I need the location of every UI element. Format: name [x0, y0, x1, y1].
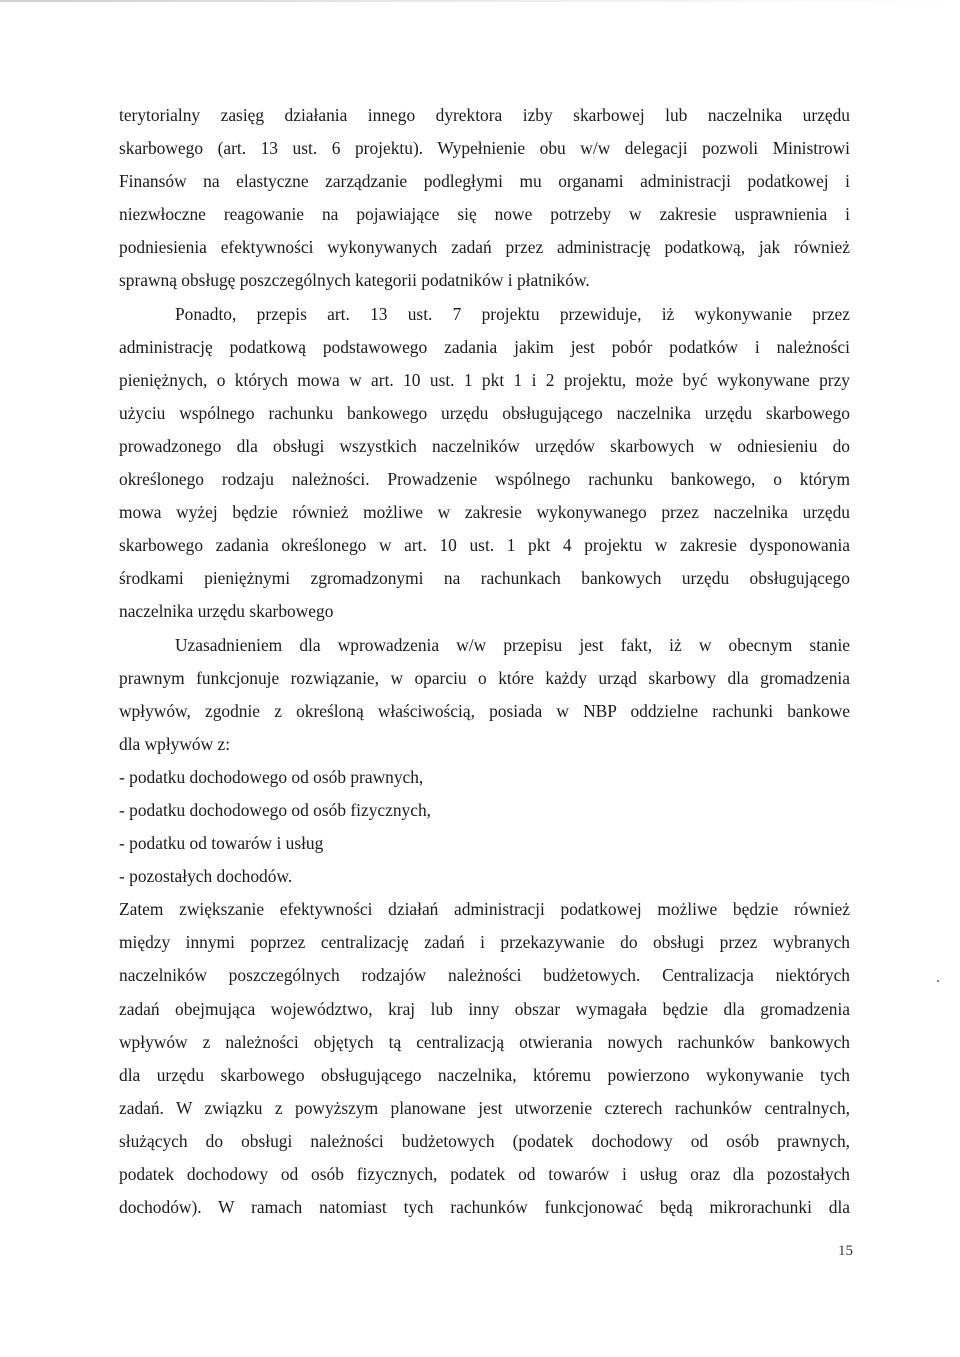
text-line: prawnym funkcjonuje rozwiązanie, w oparciu o które każdy urząd skarbowy dla gromadzenia	[119, 667, 850, 688]
text-line: administrację podatkową podstawowego zadania jakim jest pobór podatków i należności	[119, 336, 850, 357]
text-line: środkami pieniężnymi zgromadzonymi na rachunkach bankowych urzędu obsługującego	[119, 568, 850, 589]
text-line: dochodów). W ramach natomiast tych rachunków funkcjonować będą mikrorachunki dla	[119, 1197, 850, 1218]
text-line: naczelników poszczególnych rodzajów należności budżetowych. Centralizacja niektórych	[119, 965, 850, 986]
text-line: między innymi poprzez centralizację zadań i przekazywanie do obsługi przez wybranych	[119, 932, 850, 953]
text-line: prowadzonego dla obsługi wszystkich naczelników urzędów skarbowych w odniesieniu do	[119, 435, 850, 456]
text-line: pieniężnych, o których mowa w art. 10 ust. 1 pkt 1 i 2 projektu, może być wykonywane przy	[119, 369, 850, 390]
paragraph-first-line: Uzasadnieniem dla wprowadzenia w/w przepisu jest fakt, iż w obecnym stanie	[175, 634, 850, 655]
text-line: dla wpływów z:	[119, 733, 231, 754]
body-text	[119, 99, 850, 1224]
text-line: Finansów na elastyczne zarządzanie podległymi mu organami administracji podatkowej i	[119, 171, 850, 192]
text-line: dla urzędu skarbowego obsługującego naczelnika, któremu powierzono wykonywanie tych	[119, 1064, 850, 1085]
text-line: służących do obsługi należności budżetowych (podatek dochodowy od osób prawnych,	[119, 1130, 850, 1151]
text-line: terytorialny zasięg działania innego dyrektora izby skarbowej lub naczelnika urzędu	[119, 105, 850, 125]
text-line: zadań. W związku z powyższym planowane jest utworzenie czterech rachunków centralnych,	[119, 1097, 850, 1118]
scan-top-edge	[0, 0, 960, 2]
text-line: użyciu wspólnego rachunku bankowego urzędu obsługującego naczelnika urzędu skarbowego	[119, 402, 850, 423]
text-line: wpływów z należności objętych tą centralizacją otwierania nowych rachunków bankowych	[119, 1031, 850, 1052]
text-line: podatek dochodowy od osób fizycznych, podatek od towarów i usług oraz dla pozostałych	[119, 1164, 850, 1184]
text-line: skarbowego zadania określonego w art. 10 ust. 1 pkt 4 projektu w zakresie dysponowania	[119, 535, 850, 556]
list-item: - podatku dochodowego od osób fizycznych,	[119, 799, 431, 820]
list-item: - podatku od towarów i usług	[119, 833, 324, 854]
margin-speck	[937, 980, 939, 982]
list-item: - podatku dochodowego od osób prawnych,	[119, 766, 424, 787]
text-line: niezwłoczne reagowanie na pojawiające się nowe potrzeby w zakresie usprawnienia i	[119, 204, 850, 225]
text-line: mowa wyżej będzie również możliwe w zakresie wykonywanego przez naczelnika urzędu	[119, 502, 850, 523]
text-line: naczelnika urzędu skarbowego	[119, 601, 334, 622]
text-line: zadań obejmująca województwo, kraj lub inny obszar wymagała będzie dla gromadzenia	[119, 998, 850, 1019]
text-line: wpływów, zgodnie z określoną właściwością, posiada w NBP oddzielne rachunki bankowe	[119, 700, 850, 721]
text-line: określonego rodzaju należności. Prowadzenie wspólnego rachunku bankowego, o którym	[119, 469, 850, 490]
text-line: Zatem zwiększanie efektywności działań administracji podatkowej możliwe będzie również	[119, 899, 850, 920]
page-number: 15	[838, 1243, 853, 1259]
text-line: podniesienia efektywności wykonywanych zadań przez administrację podatkową, jak również	[119, 237, 850, 258]
text-line: sprawną obsługę poszczególnych kategorii podatników i płatników.	[119, 270, 590, 291]
list-item: - pozostałych dochodów.	[119, 866, 293, 887]
paragraph-first-line: Ponadto, przepis art. 13 ust. 7 projektu przewiduje, iż wykonywanie przez	[175, 303, 850, 324]
text-line: skarbowego (art. 13 ust. 6 projektu). Wypełnienie obu w/w delegacji pozwoli Ministrowi	[119, 138, 850, 159]
